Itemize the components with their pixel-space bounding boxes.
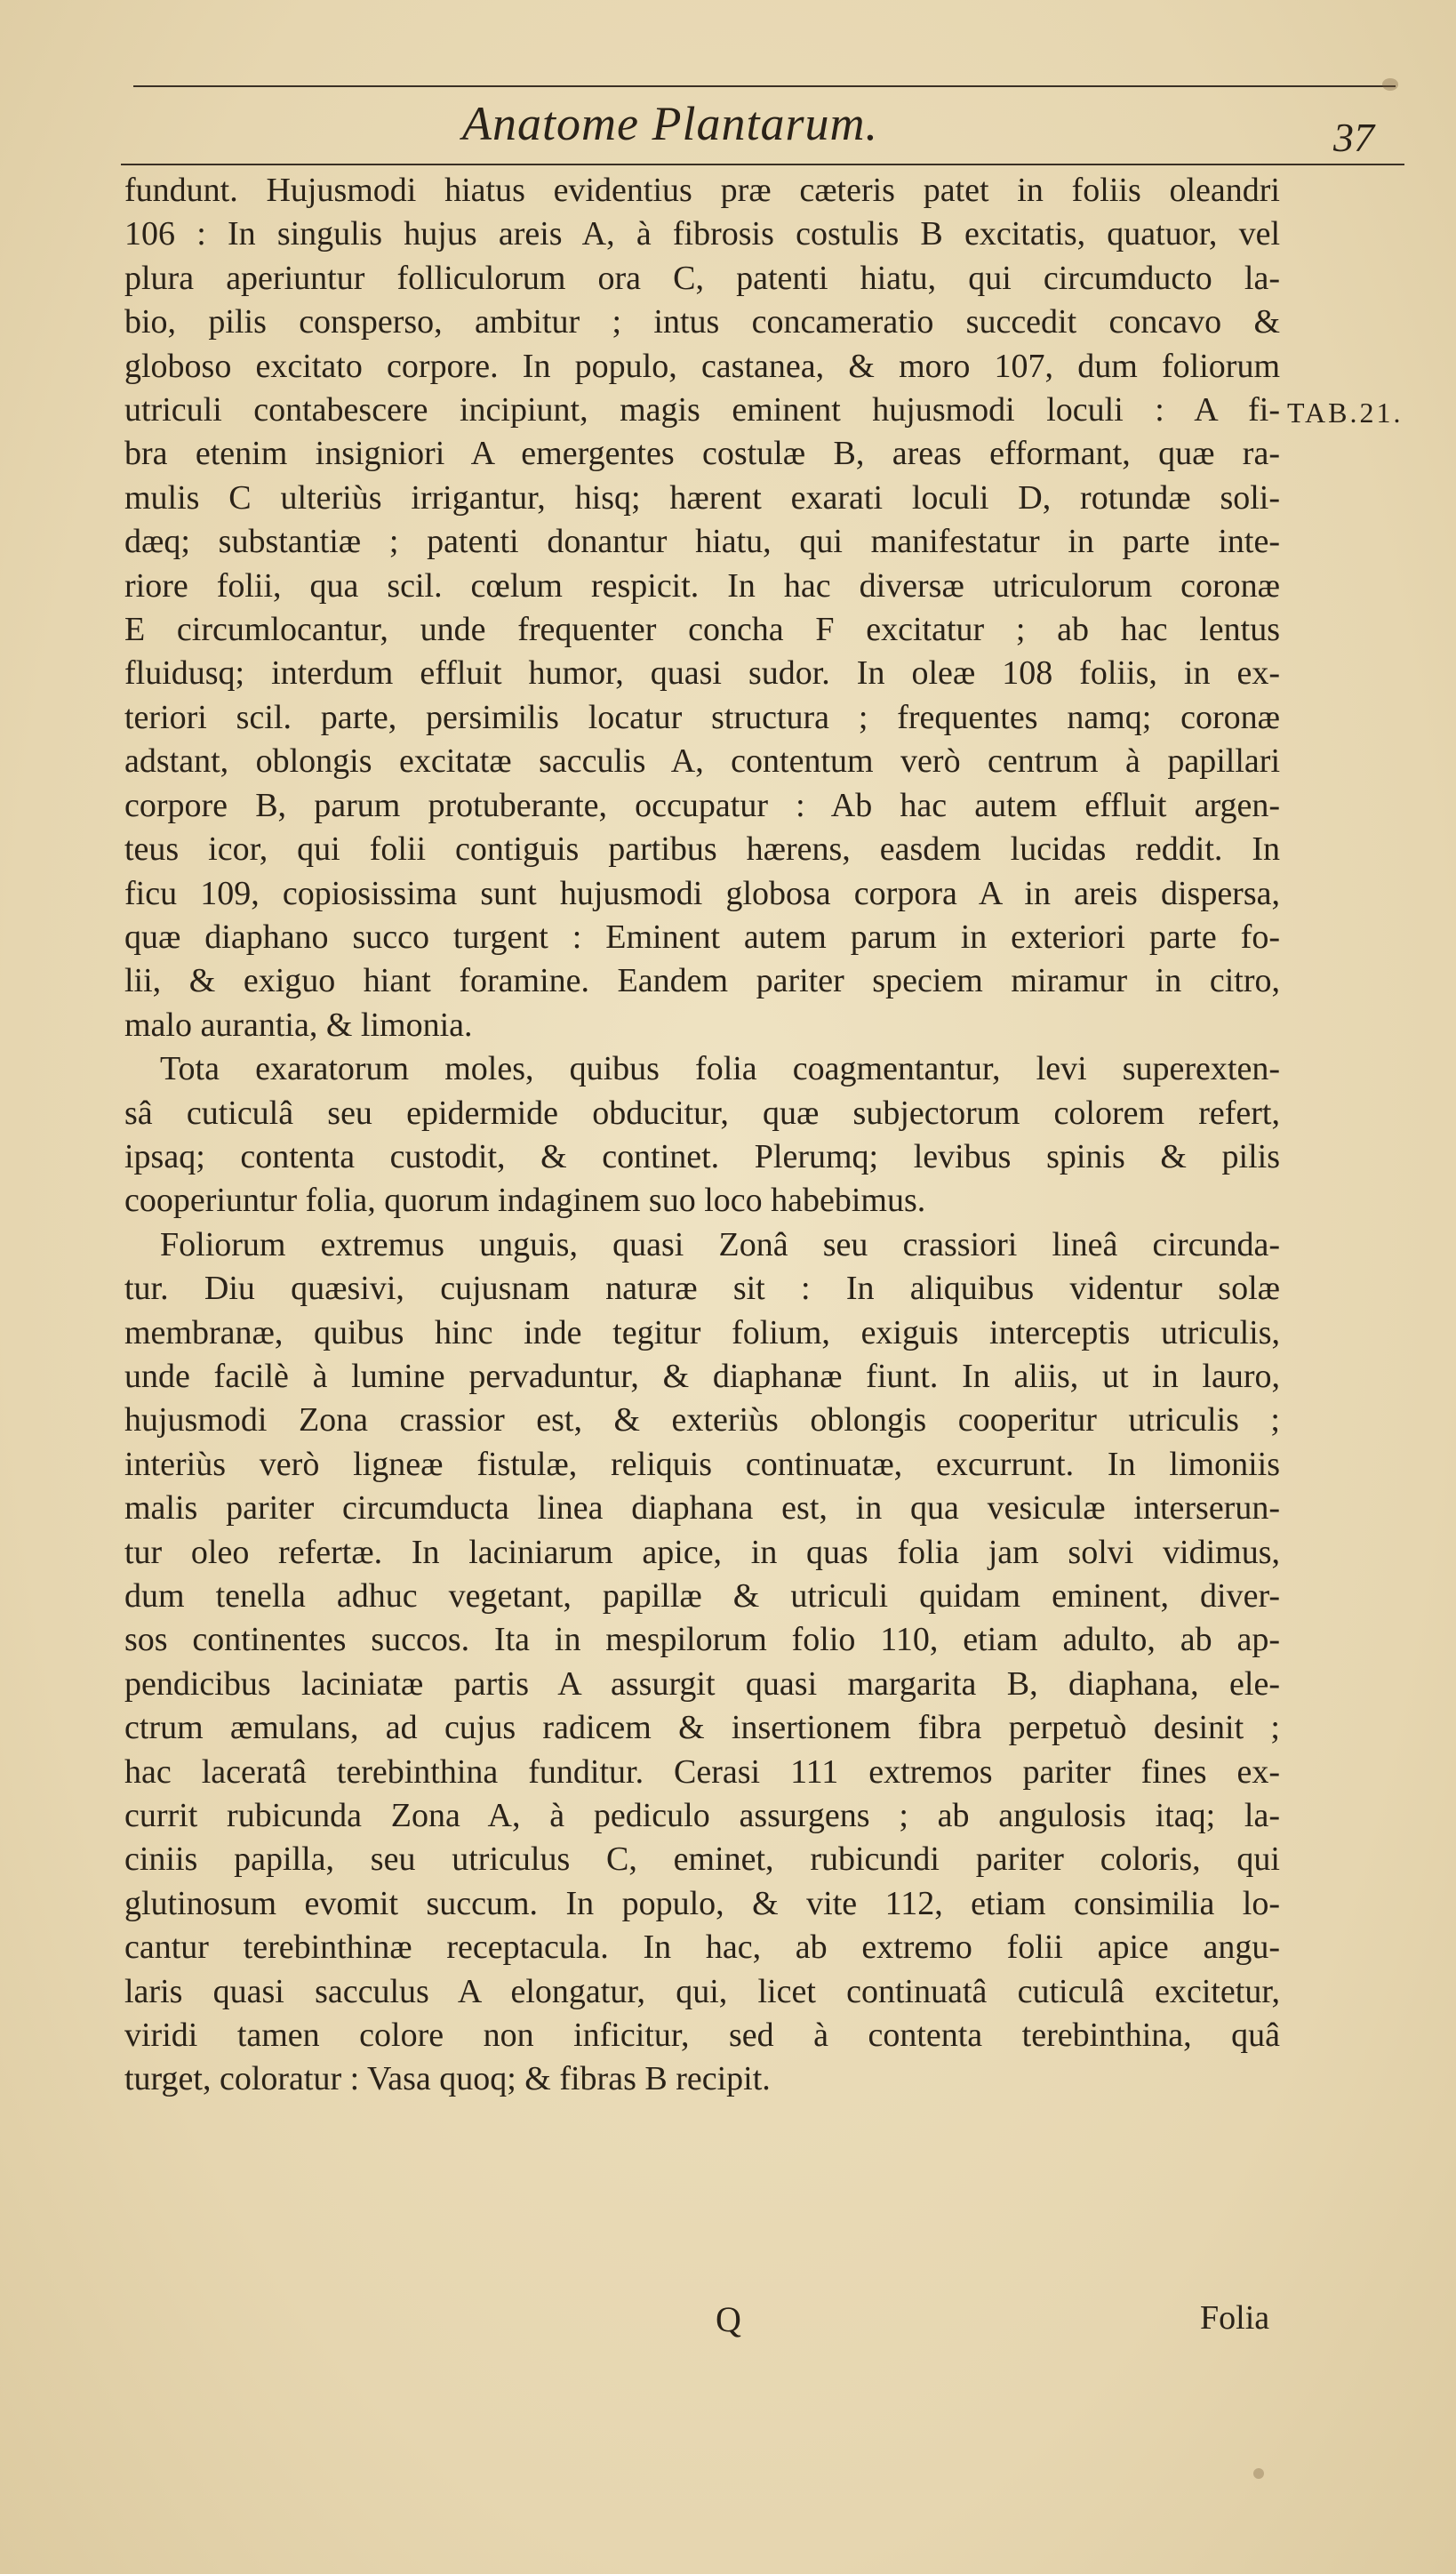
text-line: dum tenella adhuc vegetant, papillæ & utriculi quidam eminent, diver- <box>124 1577 1280 1615</box>
text-line: corpore B, parum protuberante, occupatur : Ab hac autem effluit argen- <box>124 786 1280 824</box>
text-line: cantur terebinthinæ receptacula. In hac, ab extremo folii apice angu- <box>124 1928 1280 1967</box>
text-line: malo aurantia, & limonia. <box>124 1006 473 1044</box>
text-line: teus icor, qui folii contiguis partibus hærens, easdem lucidas reddit. In <box>124 830 1280 869</box>
text-line: quæ diaphano succo turgent : Eminent autem parum in exteriori parte fo- <box>124 918 1280 956</box>
text-line: E circumlocantur, unde frequenter concha F excitatur ; ab hac lentus <box>124 611 1280 649</box>
text-line: 106 : In singulis hujus areis A, à fibrosis costulis B excitatis, quatuor, vel <box>124 215 1280 253</box>
text-line: ipsaq; contenta custodit, & continet. Plerumq; levibus spinis & pilis <box>124 1137 1280 1175</box>
signature-mark: Q <box>716 2299 741 2339</box>
header-rule-top <box>133 85 1396 87</box>
margin-note: TAB.21. <box>1287 397 1404 429</box>
text-line: hac laceratâ terebinthina funditur. Cerasi 111 extremos pariter fines ex- <box>124 1752 1280 1791</box>
text-line: tur oleo refertæ. In laciniarum apice, in quas folia jam solvi vidimus, <box>124 1533 1280 1571</box>
text-line: fluidusq; interdum effluit humor, quasi sudor. In oleæ 108 foliis, in ex- <box>124 654 1280 693</box>
text-line: membranæ, quibus hinc inde tegitur folium, exiguis interceptis utriculis, <box>124 1313 1280 1351</box>
header-rule-bottom <box>121 164 1404 165</box>
page-number: 37 <box>1333 115 1374 160</box>
text-line: ctrum æmulans, ad cujus radicem & insertionem fibra perpetuò desinit ; <box>124 1709 1280 1747</box>
text-line: teriori scil. parte, persimilis locatur structura ; frequentes namq; coronæ <box>124 698 1280 736</box>
text-line: Foliorum extremus unguis, quasi Zonâ seu crassiori lineâ circunda- <box>160 1225 1280 1263</box>
text-line: mulis C ulteriùs irrigantur, hisq; hærent exarati loculi D, rotundæ soli- <box>124 478 1280 517</box>
text-line: riore folii, qua scil. cœlum respicit. In hac diversæ utriculorum coronæ <box>124 566 1280 605</box>
ink-spot <box>1382 78 1398 91</box>
text-line: globoso excitato corpore. In populo, castanea, & moro 107, dum foliorum <box>124 347 1280 385</box>
text-line: interiùs verò ligneæ fistulæ, reliquis continuatæ, excurrunt. In limoniis <box>124 1445 1280 1483</box>
text-line: unde facilè à lumine pervaduntur, & diaphanæ fiunt. In aliis, ut in lauro, <box>124 1357 1280 1395</box>
text-line: plura aperiuntur folliculorum ora C, patenti hiatu, qui circumducto la- <box>124 259 1280 297</box>
text-line: ciniis papilla, seu utriculus C, eminet, rubicundi pariter coloris, qui <box>124 1840 1280 1879</box>
text-line: glutinosum evomit succum. In populo, & vite 112, etiam consimilia lo- <box>124 1884 1280 1922</box>
text-line: fundunt. Hujusmodi hiatus evidentius præ cæteris patet in foliis oleandri <box>124 172 1280 209</box>
ink-spot <box>1253 2468 1264 2479</box>
text-line: sâ cuticulâ seu epidermide obducitur, quæ subjectorum colorem refert, <box>124 1094 1280 1132</box>
text-line: laris quasi sacculus A elongatur, qui, licet continuatâ cuticulâ excitetur, <box>124 1972 1280 2010</box>
catchword: Folia <box>1200 2299 1270 2337</box>
running-title: Anatome Plantarum. <box>462 97 878 150</box>
text-line: Tota exaratorum moles, quibus folia coagmentantur, levi superexten- <box>160 1050 1280 1088</box>
text-line: viridi tamen colore non inficitur, sed à contenta terebinthina, quâ <box>124 2017 1280 2055</box>
text-line: ficu 109, copiosissima sunt hujusmodi globosa corpora A in areis dispersa, <box>124 874 1280 912</box>
text-line: bio, pilis consperso, ambitur ; intus concameratio succedit concavo & <box>124 303 1280 341</box>
text-line: bra etenim insigniori A emergentes costulæ B, areas efformant, quæ ra- <box>124 435 1280 473</box>
text-line: sos continentes succos. Ita in mespilorum folio 110, etiam adulto, ab ap- <box>124 1621 1280 1659</box>
text-line: currit rubicunda Zona A, à pediculo assurgens ; ab angulosis itaq; la- <box>124 1797 1280 1835</box>
text-line: turget, coloratur : Vasa quoq; & fibras B recipit. <box>124 2060 771 2098</box>
text-line: pendicibus laciniatæ partis A assurgit quasi margarita B, diaphana, ele- <box>124 1664 1280 1703</box>
text-line: dæq; substantiæ ; patenti donantur hiatu, qui manifestatur in parte inte- <box>124 523 1280 561</box>
body-text <box>124 169 1280 2102</box>
text-line: malis pariter circumducta linea diaphana est, in qua vesiculæ interserun- <box>124 1489 1280 1528</box>
text-line: hujusmodi Zona crassior est, & exteriùs oblongis cooperitur utriculis ; <box>124 1401 1280 1439</box>
text-line: lii, & exiguo hiant foramine. Eandem pariter speciem miramur in citro, <box>124 962 1280 1000</box>
text-line: cooperiuntur folia, quorum indaginem suo loco habebimus. <box>124 1182 926 1220</box>
text-line: tur. Diu quæsivi, cujusnam naturæ sit : In aliquibus videntur solæ <box>124 1270 1280 1308</box>
paragraph-1 <box>124 169 1280 1047</box>
paragraph-3 <box>124 1223 1280 2102</box>
text-line: adstant, oblongis excitatæ sacculis A, contentum verò centrum à papillari <box>124 742 1280 781</box>
paragraph-2 <box>124 1047 1280 1223</box>
text-line: utriculi contabescere incipiunt, magis eminent hujusmodi loculi : A fi- <box>124 391 1280 429</box>
